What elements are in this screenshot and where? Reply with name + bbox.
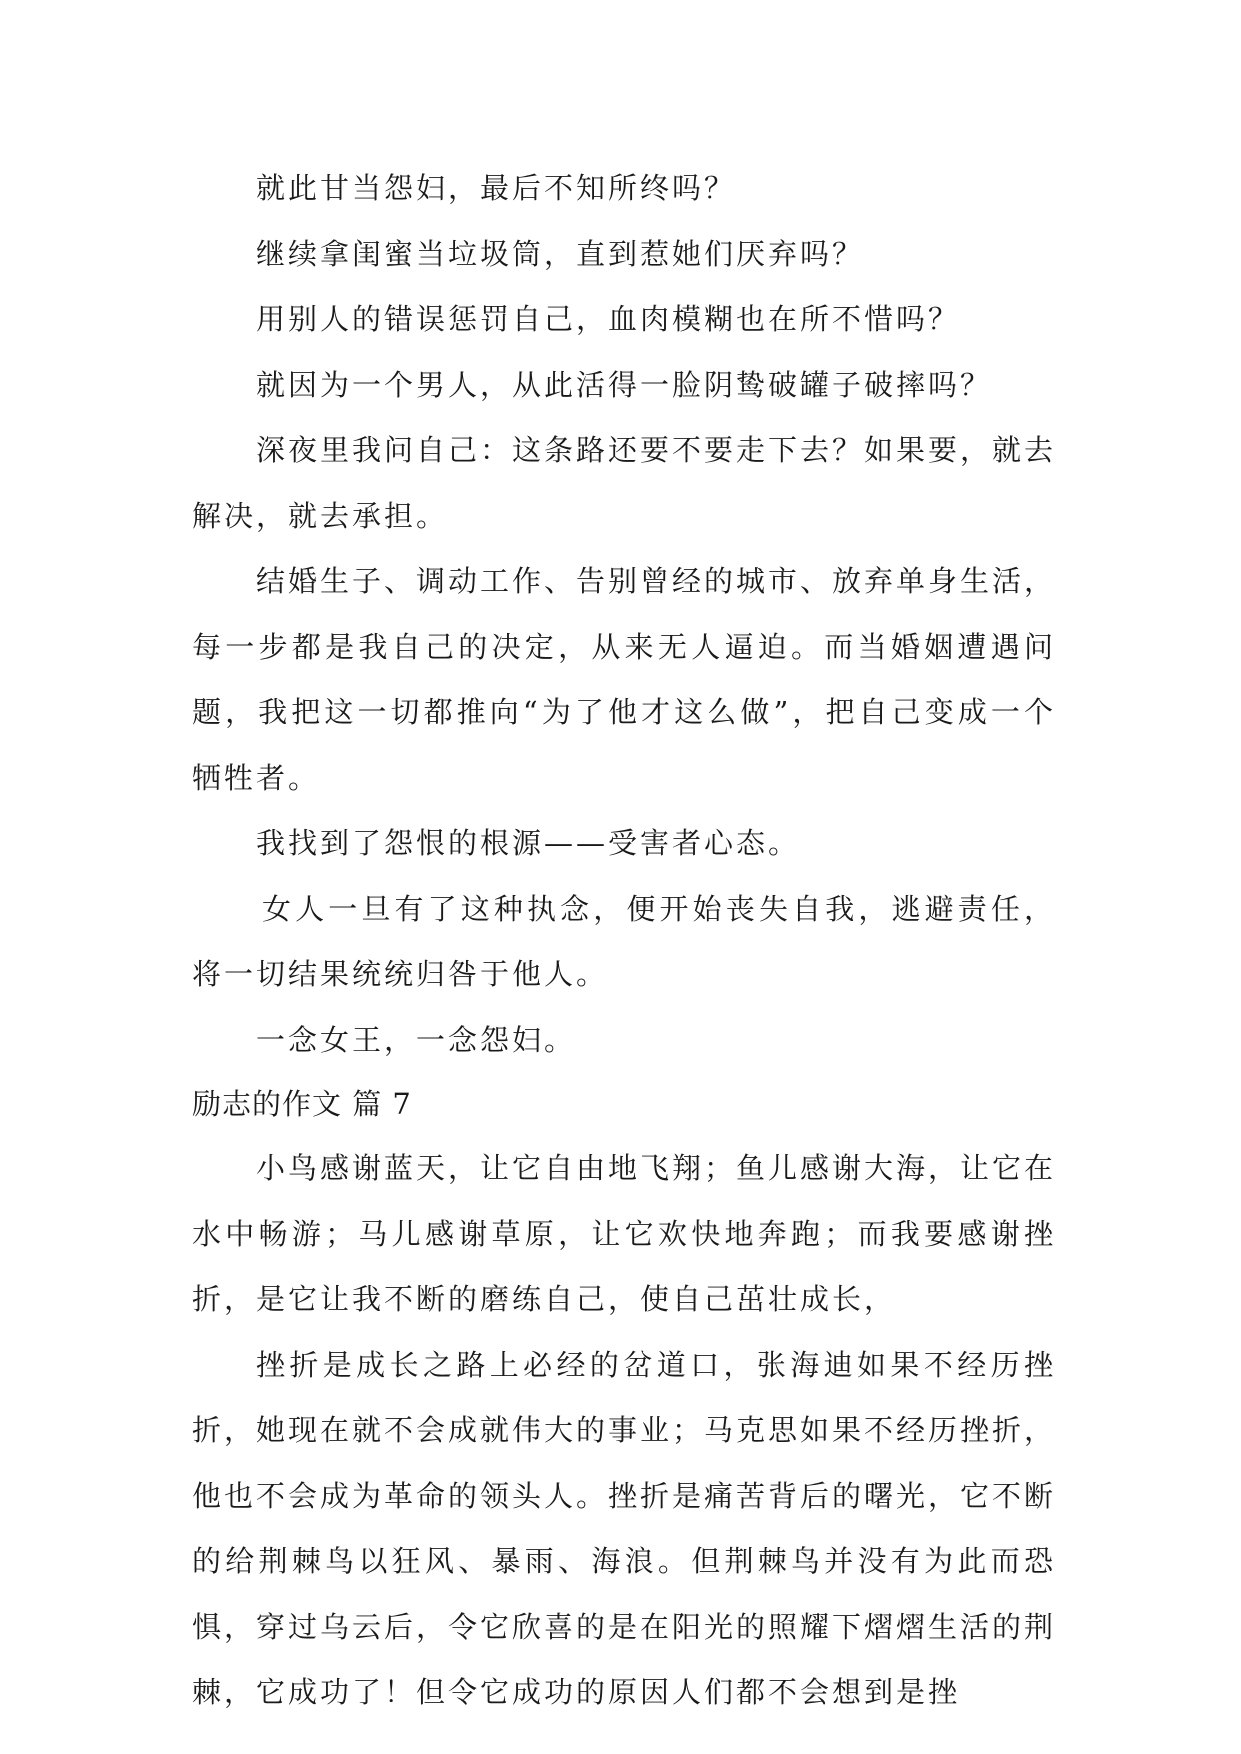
document-body xyxy=(192,156,1056,1726)
paragraph-5: 深夜里我问自己：这条路还要不要走下去？如果要，就去解决，就去承担。 xyxy=(192,433,1057,533)
paragraph-6: 结婚生子、调动工作、告别曾经的城市、放弃单身生活，每一步都是我自己的决定，从来无人逼迫。而当婚姻遭遇问题，我把这一切都推向“为了他才这么做”，把自己变成一个牺牲者。 xyxy=(192,564,1057,795)
paragraph-2: 继续拿闺蜜当垃圾筒，直到惹她们厌弃吗？ xyxy=(256,236,865,271)
paragraph-11: 挫折是成长之路上必经的岔道口，张海迪如果不经历挫折，她现在就不会成就伟大的事业；马克思如果不经历挫折，他也不会成为革命的领头人。挫折是痛苦背后的曙光，它不断的给荆棘鸟以狂风、暴雨、海浪。但荆棘鸟并没有为此而恐惧，穿过乌云后，令它欣喜的是在阳光的照耀下熠熠生活的荆棘，它成功了！但令它成功的原因人们都不会想到是挫 xyxy=(192,1347,1057,1709)
paragraph-9: 一念女王，一念怨妇。 xyxy=(256,1022,577,1057)
paragraph-10: 小鸟感谢蓝天，让它自由地飞翔；鱼儿感谢大海，让它在水中畅游；马儿感谢草原，让它欢快地奔跑；而我要感谢挫折，是它让我不断的磨练自己，使自己茁壮成长， xyxy=(192,1151,1057,1316)
paragraph-1: 就此甘当怨妇，最后不知所终吗？ xyxy=(256,171,737,205)
paragraph-4: 就因为一个男人，从此活得一脸阴鸷破罐子破摔吗？ xyxy=(256,367,993,402)
paragraph-3: 用别人的错误惩罚自己，血肉模糊也在所不惜吗？ xyxy=(256,302,961,336)
paragraph-7: 我找到了怨恨的根源——受害者心态。 xyxy=(256,826,801,860)
paragraph-8: 女人一旦有了这种执念，便开始丧失自我，逃避责任，将一切结果统统归咎于他人。 xyxy=(192,891,1056,991)
section-heading: 励志的作文 篇 7 xyxy=(192,1087,412,1121)
